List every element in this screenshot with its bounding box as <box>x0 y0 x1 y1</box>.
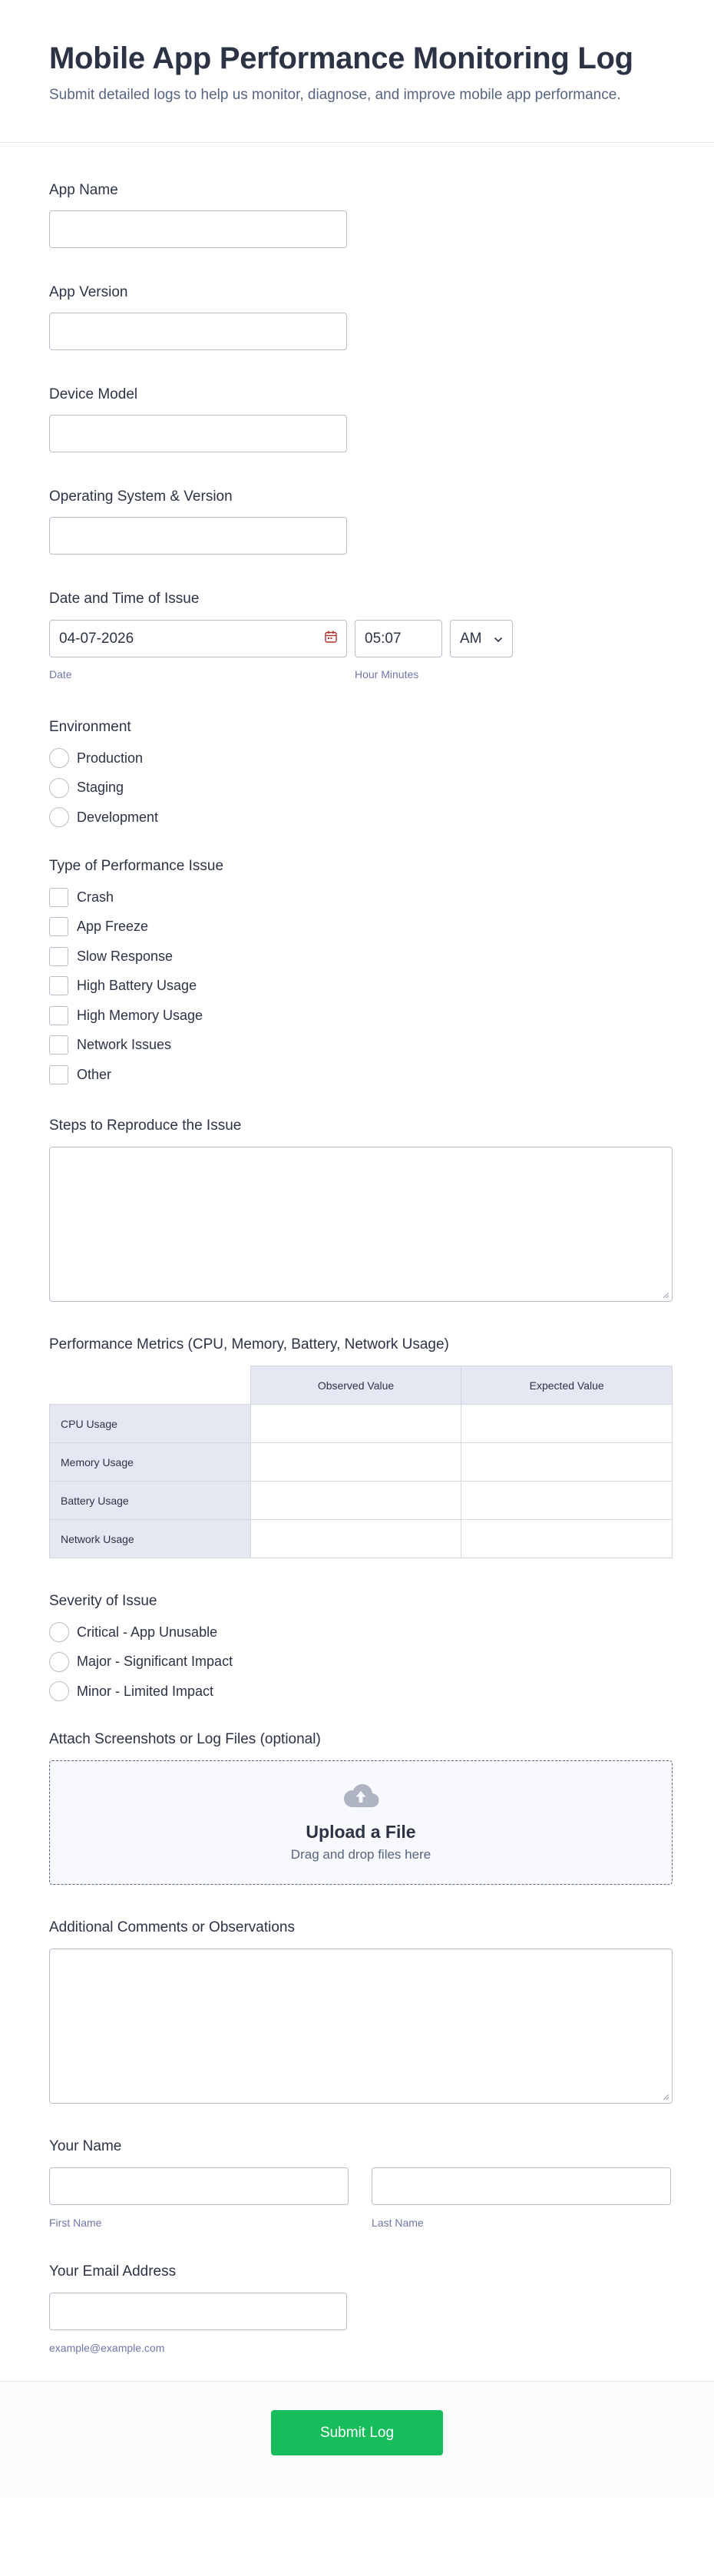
checkbox-other[interactable] <box>49 1065 682 1084</box>
issue-type-field <box>49 857 682 1084</box>
row-header: Memory Usage <box>50 1443 251 1482</box>
checkbox-label: High Battery Usage <box>77 978 197 993</box>
radio-development[interactable] <box>49 807 682 827</box>
form-title: Mobile App Performance Monitoring Log <box>49 41 633 75</box>
calendar-icon[interactable] <box>324 630 338 647</box>
checkbox-label: Slow Response <box>77 948 174 964</box>
matrix-cell-input[interactable] <box>461 1482 673 1520</box>
first-name-sublabel: First Name <box>49 2217 102 2229</box>
metrics-header-row <box>50 1366 673 1405</box>
os-version-field <box>49 488 682 555</box>
radio-staging[interactable] <box>49 778 682 798</box>
checkbox-label: Network Issues <box>77 1037 172 1052</box>
date-sublabel: Date <box>49 668 72 680</box>
app-name-label: App Name <box>49 182 118 198</box>
metrics-field <box>49 1336 682 1558</box>
app-name-input[interactable] <box>49 210 347 248</box>
radio-label: Production <box>77 750 144 766</box>
date-value: 04-07-2026 <box>59 630 134 647</box>
datetime-sublabels <box>49 667 682 681</box>
radio-label: Staging <box>77 780 124 795</box>
radio-label: Development <box>77 809 159 825</box>
comments-field <box>49 1919 682 2104</box>
table-row <box>50 1520 673 1558</box>
app-version-input[interactable] <box>49 313 347 350</box>
matrix-cell-input[interactable] <box>461 1443 673 1482</box>
submit-button[interactable]: Submit Log <box>271 2410 443 2455</box>
upload-dropzone[interactable] <box>49 1760 673 1885</box>
matrix-cell-input[interactable] <box>250 1405 461 1443</box>
steps-label: Steps to Reproduce the Issue <box>49 1117 242 1134</box>
email-input[interactable] <box>49 2293 347 2330</box>
email-sublabel: example@example.com <box>49 2342 165 2354</box>
radio-circle[interactable] <box>49 748 69 768</box>
radio-major[interactable] <box>49 1652 682 1672</box>
name-sublabels <box>49 2216 682 2230</box>
checkbox-crash[interactable] <box>49 887 682 907</box>
checkbox-box[interactable] <box>49 1006 68 1025</box>
form-header <box>0 0 714 143</box>
device-model-field <box>49 386 682 452</box>
app-version-field <box>49 283 682 350</box>
datetime-inputs <box>49 620 682 657</box>
checkbox-box[interactable] <box>49 917 68 936</box>
checkbox-label: App Freeze <box>77 919 149 934</box>
matrix-cell-input[interactable] <box>461 1520 673 1558</box>
severity-label: Severity of Issue <box>49 1593 157 1609</box>
checkbox-label: Crash <box>77 889 114 905</box>
table-row <box>50 1405 673 1443</box>
radio-circle[interactable] <box>49 1681 69 1701</box>
datetime-field <box>49 590 682 681</box>
steps-field <box>49 1117 682 1302</box>
form-footer <box>0 2381 714 2496</box>
email-field <box>49 2263 682 2355</box>
checkbox-high-memory[interactable] <box>49 1005 682 1025</box>
checkbox-box[interactable] <box>49 976 68 995</box>
environment-options <box>49 748 682 827</box>
radio-minor[interactable] <box>49 1681 682 1701</box>
matrix-cell-input[interactable] <box>250 1482 461 1520</box>
datetime-label: Date and Time of Issue <box>49 591 200 607</box>
form-body <box>0 181 714 2355</box>
checkbox-slow-response[interactable] <box>49 946 682 966</box>
checkbox-box[interactable] <box>49 1035 68 1055</box>
first-name-input[interactable] <box>49 2167 349 2205</box>
issue-type-label: Type of Performance Issue <box>49 858 224 874</box>
metrics-label: Performance Metrics (CPU, Memory, Battery, Network Usage) <box>49 1336 449 1353</box>
matrix-cell-input[interactable] <box>250 1443 461 1482</box>
radio-label: Critical - App Unusable <box>77 1624 218 1640</box>
checkbox-label: Other <box>77 1066 112 1082</box>
upload-title: Upload a File <box>306 1822 416 1842</box>
metrics-table <box>49 1366 673 1558</box>
ampm-select[interactable] <box>450 620 513 657</box>
column-header: Expected Value <box>461 1366 673 1405</box>
comments-textarea[interactable] <box>49 1949 673 2104</box>
severity-field <box>49 1592 682 1701</box>
app-name-field <box>49 181 682 248</box>
time-input[interactable]: 05:07 <box>355 620 442 657</box>
radio-label: Major - Significant Impact <box>77 1654 233 1669</box>
name-inputs <box>49 2167 682 2205</box>
last-name-input[interactable] <box>372 2167 671 2205</box>
checkbox-box[interactable] <box>49 888 68 907</box>
radio-critical[interactable] <box>49 1622 682 1642</box>
email-label: Your Email Address <box>49 2263 177 2280</box>
row-header: Battery Usage <box>50 1482 251 1520</box>
steps-textarea[interactable] <box>49 1147 673 1302</box>
severity-options <box>49 1622 682 1701</box>
cloud-upload-icon <box>342 1782 379 1812</box>
date-input[interactable] <box>49 620 347 657</box>
checkbox-high-battery[interactable] <box>49 976 682 996</box>
environment-field <box>49 718 682 827</box>
os-version-input[interactable] <box>49 517 347 555</box>
matrix-corner <box>50 1366 251 1405</box>
matrix-cell-input[interactable] <box>250 1520 461 1558</box>
checkbox-label: High Memory Usage <box>77 1007 203 1023</box>
matrix-cell-input[interactable] <box>461 1405 673 1443</box>
row-header: Network Usage <box>50 1520 251 1558</box>
issue-type-options <box>49 887 682 1084</box>
radio-circle[interactable] <box>49 778 69 798</box>
checkbox-app-freeze[interactable] <box>49 917 682 937</box>
radio-circle[interactable] <box>49 807 69 827</box>
upload-hint: Drag and drop files here <box>290 1847 431 1862</box>
time-sublabel: Hour Minutes <box>355 668 419 680</box>
table-row <box>50 1482 673 1520</box>
device-model-input[interactable] <box>49 415 347 452</box>
name-label: Your Name <box>49 2138 122 2154</box>
radio-circle[interactable] <box>49 1622 69 1642</box>
comments-label: Additional Comments or Observations <box>49 1919 295 1935</box>
table-row <box>50 1443 673 1482</box>
last-name-sublabel: Last Name <box>372 2217 424 2229</box>
row-header: CPU Usage <box>50 1405 251 1443</box>
environment-label: Environment <box>49 719 131 735</box>
attachments-label: Attach Screenshots or Log Files (optional) <box>49 1731 321 1747</box>
app-version-label: App Version <box>49 284 128 300</box>
radio-circle[interactable] <box>49 1652 69 1672</box>
os-version-label: Operating System & Version <box>49 488 233 505</box>
radio-production[interactable] <box>49 748 682 768</box>
column-header: Observed Value <box>250 1366 461 1405</box>
name-field <box>49 2137 682 2230</box>
checkbox-network-issues[interactable] <box>49 1035 682 1055</box>
attachments-field <box>49 1730 682 1885</box>
form-subtitle: Submit detailed logs to help us monitor, diagnose, and improve mobile app performance. <box>49 87 621 103</box>
ampm-value: AM <box>460 630 482 647</box>
checkbox-box[interactable] <box>49 1065 68 1084</box>
checkbox-box[interactable] <box>49 947 68 966</box>
chevron-down-icon <box>494 631 503 647</box>
radio-label: Minor - Limited Impact <box>77 1683 214 1699</box>
device-model-label: Device Model <box>49 386 138 402</box>
